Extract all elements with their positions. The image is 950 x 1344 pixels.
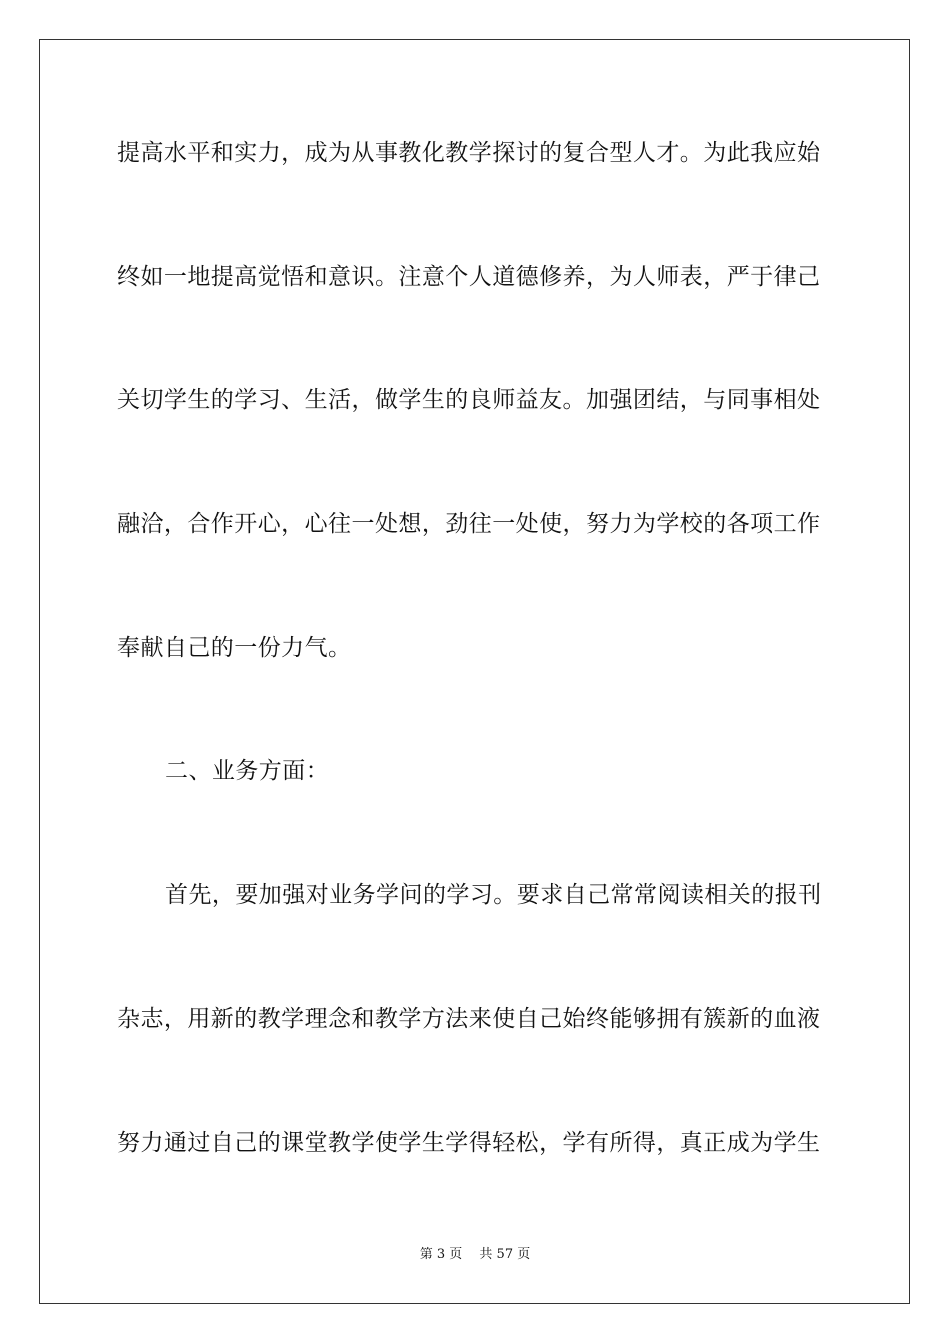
- body-line-3: 关切学生的学习、生活，做学生的良师益友。加强团结，与同事相处: [117, 387, 821, 413]
- section-heading: 二、业务方面：: [165, 758, 330, 784]
- page-footer: 第 3 页 共 57 页: [419, 1247, 531, 1262]
- body-line-5: 奉献自己的一份力气。: [117, 635, 352, 661]
- page-border: [39, 39, 910, 1304]
- body-line-7: 首先，要加强对业务学问的学习。要求自己常常阅读相关的报刊: [165, 882, 822, 908]
- body-line-4: 融洽，合作开心，心往一处想，劲往一处使，努力为学校的各项工作: [117, 511, 821, 537]
- body-line-9: 努力通过自己的课堂教学使学生学得轻松，学有所得，真正成为学生: [117, 1130, 821, 1156]
- body-line-2: 终如一地提高觉悟和意识。注意个人道德修养，为人师表，严于律己: [117, 264, 821, 290]
- body-line-1: 提高水平和实力，成为从事教化教学探讨的复合型人才。为此我应始: [117, 140, 821, 166]
- body-line-8: 杂志，用新的教学理念和教学方法来使自己始终能够拥有簇新的血液: [117, 1006, 821, 1032]
